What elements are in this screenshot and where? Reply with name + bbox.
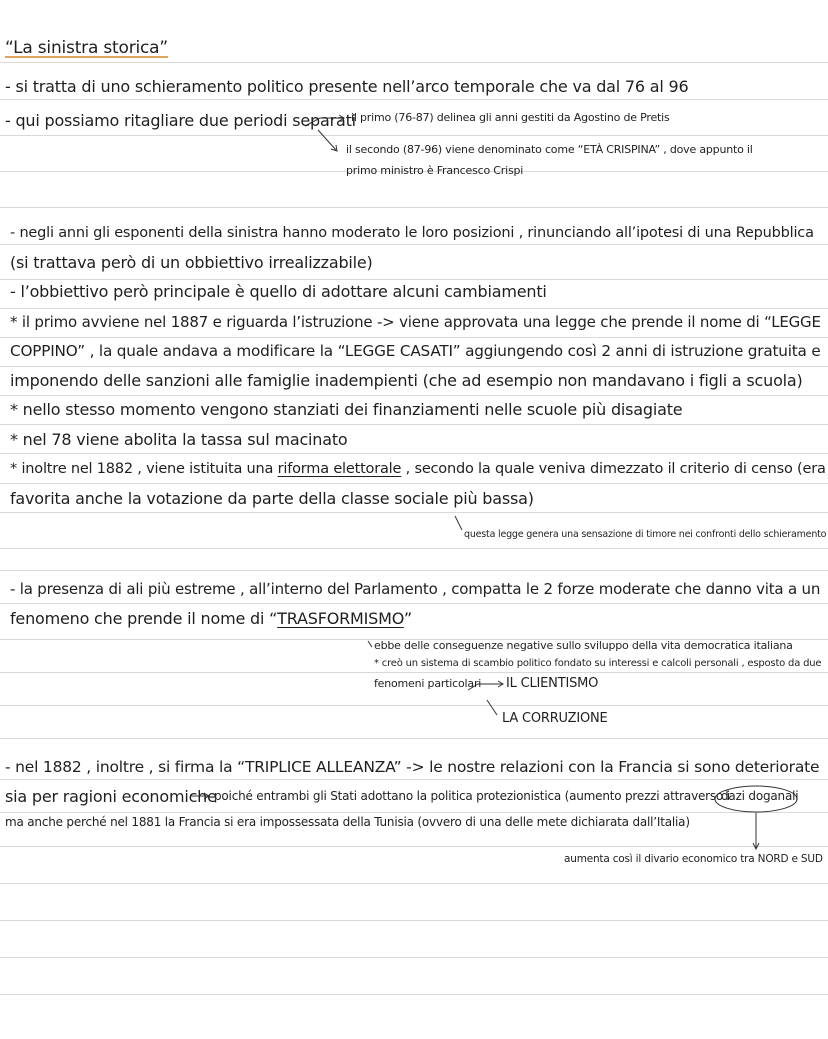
section2-line-5: COPPINO” , la quale andava a modificare la “LEGGE CASATI” aggiungendo così 2 anni di istruzione gratuita e (10, 342, 821, 360)
section4-line-3: ma anche perché nel 1881 la Francia si era impossessata della Tunisia (ovvero di una delle mete dichiarata dall’Italia) (5, 815, 690, 829)
section2-line-2: (si trattava però di un obbiettivo irrealizzabile) (10, 253, 373, 272)
dazi-doganali: dazi doganali (721, 789, 799, 803)
arrow-corruzione-icon (487, 700, 497, 715)
section4-line-1: - nel 1882 , inoltre , si firma la “TRIPLICE ALLEANZA” -> le nostre relazioni con la Francia si sono deteriorate (5, 758, 820, 776)
branch-primo: il primo (76-87) delinea gli anni gestiti da Agostino de Pretis (351, 111, 670, 124)
trasformismo-note-3: fenomeni particolari (374, 677, 482, 690)
section2-line-9-post: , secondo la quale veniva dimezzato il criterio di censo (era (401, 461, 826, 477)
branch-secondo-cont: primo ministro è Francesco Crispi (346, 164, 524, 177)
section2-line-3: - l’obbiettivo però principale è quello di adottare alcuni cambiamenti (10, 282, 547, 301)
section3-line-2-post: ” (403, 609, 412, 628)
section2-line-6: imponendo delle sanzioni alle famiglie inadempienti (che ad esempio non mandavano i figli a scuola) (10, 371, 803, 390)
section2-line-1: - negli anni gli esponenti della sinistra hanno moderato le loro posizioni , rinunciando all’ipotesi di una Repubblica (10, 225, 814, 241)
riforma-elettorale: riforma elettorale (277, 461, 402, 477)
page-title: “La sinistra storica” (5, 38, 168, 58)
section3-line-2-pre: fenomeno che prende il nome di “ (10, 609, 278, 628)
section3-line-1: - la presenza di ali più estreme , all’interno del Parlamento , compatta le 2 forze moderate che danno vita a un (10, 580, 821, 598)
section2-line-8: * nel 78 viene abolita la tassa sul macinato (10, 430, 348, 449)
section3-line-2 (10, 608, 412, 630)
section2-line-9 (10, 458, 826, 480)
arrow-note-legge-icon (455, 516, 462, 530)
arrow-secondo-icon (318, 130, 336, 150)
section4-line-2-post: poiché entrambi gli Stati adottano la politica protezionistica (aumento prezzi attraverso i (214, 789, 730, 803)
section2-line-4: * il primo avviene nel 1887 e riguarda l’istruzione -> viene approvata una legge che prende il nome di “LEGGE (10, 313, 821, 331)
section4-line-2-pre: sia per ragioni economiche (5, 787, 217, 806)
corruzione: LA CORRUZIONE (502, 711, 608, 726)
clientismo: IL CLIENTISMO (506, 676, 599, 691)
section2-line-7: * nello stesso momento vengono stanziati dei finanziamenti nelle scuole più disagiate (10, 400, 683, 419)
section2-line-10: favorita anche la votazione da parte della classe sociale più bassa) (10, 489, 534, 508)
trasformismo-term: TRASFORMISMO (277, 609, 404, 628)
arrow-conseguenze-icon (368, 641, 372, 647)
intro-line-1: - si tratta di uno schieramento politico presente nell’arco temporale che va dal 76 al 96 (5, 77, 689, 96)
section4-note: aumenta così il divario economico tra NORD e SUD (564, 853, 823, 865)
section2-note: questa legge genera una sensazione di timore nei confronti dello schieramento (464, 529, 827, 540)
branch-secondo: il secondo (87-96) viene denominato come “ETÀ CRISPINA” , dove appunto il (346, 143, 753, 156)
trasformismo-note-1: ebbe delle conseguenze negative sullo sviluppo della vita democratica italiana (374, 639, 793, 652)
trasformismo-note-2: * creò un sistema di scambio politico fondato su interessi e calcoli personali , esposto da due (374, 658, 822, 669)
section2-line-9-pre: * inoltre nel 1882 , viene istituita una (10, 461, 278, 477)
intro-line-2: - qui possiamo ritagliare due periodi separati (5, 111, 356, 130)
